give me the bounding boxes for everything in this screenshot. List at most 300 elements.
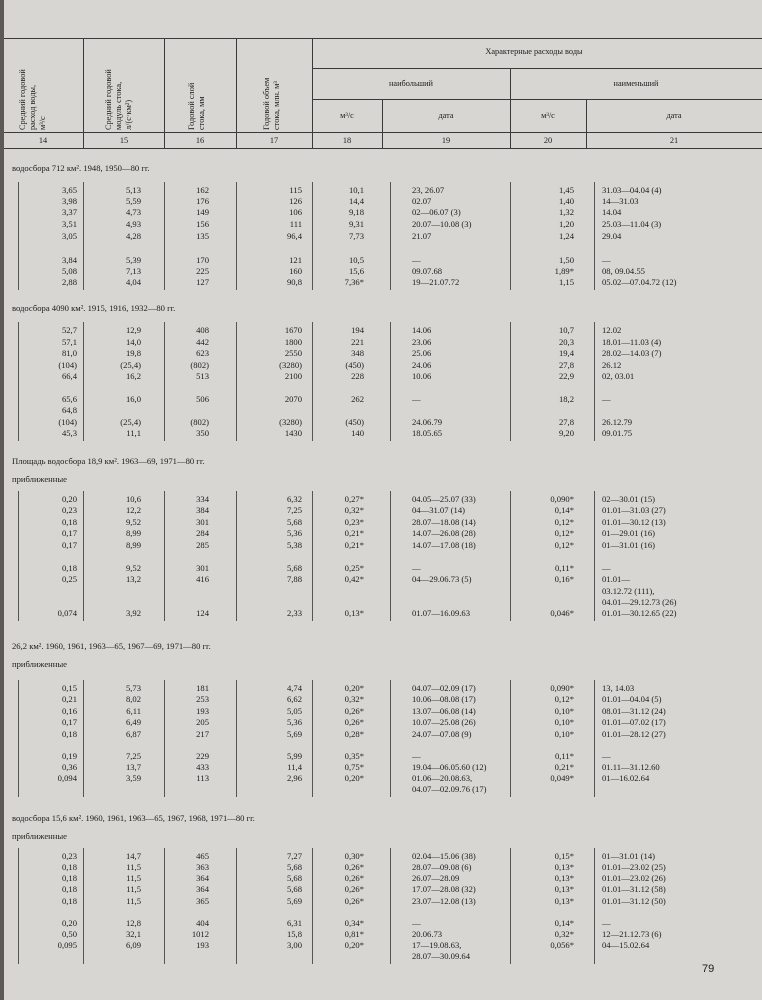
- cell-max-date: 10.06—08.08 (17): [412, 694, 476, 704]
- cell-min-date: —: [602, 563, 611, 573]
- max-m3s-header: м³/с: [340, 111, 354, 120]
- column-divider: [312, 322, 313, 441]
- cell-modulus: (25,4): [120, 417, 141, 427]
- cell-flow: 66,4: [61, 371, 77, 381]
- cell-max-flow: 0,28*: [344, 729, 364, 739]
- col17-header: Годовой объем стока, млн. м³: [262, 77, 281, 130]
- header-divider-2: [164, 38, 165, 148]
- cell-modulus: [86, 406, 141, 417]
- cell-modulus: 3,59: [125, 773, 141, 783]
- page-number: 79: [702, 963, 715, 975]
- column-divider: [594, 491, 595, 621]
- cell-min-date: 18.01—11.03 (4): [602, 337, 662, 347]
- cell-min-flow: 0,12*: [554, 528, 574, 538]
- cell-max-date: 23.06: [412, 337, 432, 347]
- cell-max-flow: 7,36*: [344, 277, 364, 287]
- cell-min-flow: 27,8: [558, 360, 574, 370]
- column-divider: [312, 680, 313, 797]
- column-divider: [312, 491, 313, 621]
- cell-volume: 5,69: [286, 729, 302, 739]
- col-number-18: 18: [342, 136, 352, 145]
- cell-volume: 96,4: [286, 231, 302, 241]
- cell-layer: 301: [196, 517, 209, 527]
- cell-max-flow: 194: [351, 325, 364, 335]
- cell-min-flow: 1,45: [558, 185, 574, 195]
- cell-layer: 513: [196, 371, 209, 381]
- cell-volume: 5,69: [286, 896, 302, 906]
- cell-volume: 1430: [284, 428, 302, 438]
- cell-modulus: 4,28: [125, 231, 141, 241]
- cell-volume: 7,88: [286, 574, 302, 584]
- cell-layer: 124: [196, 608, 209, 618]
- cell-max-flow: 0,26*: [344, 884, 364, 894]
- cell-modulus: 11,5: [126, 873, 141, 883]
- cell-min-flow: 0,13*: [554, 862, 574, 872]
- section-title: водосбора 15,6 км². 1960, 1961, 1963—65, 1967, 1968, 1971—80 гг.: [12, 813, 255, 823]
- cell-max-date: 14.06: [412, 325, 432, 335]
- cell-min-date: 25.03—11.04 (3): [602, 219, 662, 229]
- cell-modulus: 11,5: [126, 896, 141, 906]
- cell-min-flow: 0,046*: [550, 608, 574, 618]
- col-number-14: 14: [38, 136, 48, 145]
- cell-max-flow: 0,34*: [344, 918, 364, 928]
- cell-min-date: 01.01—04.04 (5): [602, 694, 662, 704]
- cell-layer: 193: [196, 706, 209, 716]
- cell-volume: 1800: [284, 337, 302, 347]
- cell-max-flow: 140: [351, 428, 364, 438]
- cell-min-flow: 0,14*: [554, 505, 574, 515]
- cell-modulus: 11,1: [126, 428, 141, 438]
- cell-max-flow: 0,20*: [344, 773, 364, 783]
- cell-max-date: —: [412, 255, 421, 265]
- column-divider: [164, 848, 165, 964]
- cell-max-date: 23, 26.07: [412, 185, 445, 195]
- cell-min-date: 26.12.79: [602, 417, 633, 427]
- cell-modulus: 4,73: [125, 207, 141, 217]
- cell-volume: 106: [289, 207, 302, 217]
- column-divider: [594, 848, 595, 964]
- cell-min-flow: [518, 587, 574, 598]
- header-sub-rule-1: [312, 68, 762, 69]
- cell-layer: 135: [196, 231, 209, 241]
- cell-flow: 45,3: [61, 428, 77, 438]
- cell-flow: 0,18: [61, 563, 77, 573]
- header-bottom-rule: [4, 148, 762, 149]
- col-number-15: 15: [119, 136, 129, 145]
- cell-max-date: —: [412, 394, 421, 404]
- cell-layer: 350: [196, 428, 209, 438]
- col14-header: Средний годовой расход воды, м³/с: [18, 69, 47, 130]
- cell-modulus: 14,7: [125, 851, 141, 861]
- cell-min-flow: 0,090*: [550, 494, 574, 504]
- cell-flow: 0,095: [57, 940, 77, 950]
- cell-min-flow: 0,13*: [554, 884, 574, 894]
- cell-flow: 0,23: [61, 505, 77, 515]
- cell-max-flow: 0,20*: [344, 940, 364, 950]
- header-divider-4: [312, 38, 313, 148]
- cell-max-flow: 0,21*: [344, 540, 364, 550]
- cell-volume: 2070: [284, 394, 302, 404]
- cell-layer: 170: [196, 255, 209, 265]
- cell-max-date: 09.07.68: [412, 266, 443, 276]
- cell-volume: [244, 952, 302, 963]
- cell-max-flow: 10,5: [348, 255, 364, 265]
- cell-modulus: [86, 587, 141, 598]
- cell-min-flow: 0,13*: [554, 873, 574, 883]
- cell-max-flow: 7,73: [348, 231, 364, 241]
- col15-header: Средний годовой модуль стока, л/(с·км²): [104, 69, 133, 130]
- cell-max-flow: 0,26*: [344, 862, 364, 872]
- cell-modulus: 4,04: [125, 277, 141, 287]
- cell-max-flow: 0,27*: [344, 494, 364, 504]
- cell-modulus: 6,49: [125, 717, 141, 727]
- col16-header: Годовой слой стока, мм: [187, 82, 206, 130]
- cell-volume: 5,68: [286, 862, 302, 872]
- cell-max-flow: 0,81*: [344, 929, 364, 939]
- cell-min-date: 01—29.01 (16): [602, 528, 655, 538]
- cell-max-flow: 0,32*: [344, 505, 364, 515]
- cell-volume: (3280): [279, 360, 302, 370]
- cell-flow: 3,84: [61, 255, 77, 265]
- cell-max-flow: 9,18: [348, 207, 364, 217]
- cell-min-flow: 1,32: [558, 207, 574, 217]
- cell-max-date: 25.06: [412, 348, 432, 358]
- cell-flow: 0,18: [61, 729, 77, 739]
- cell-layer: (802): [190, 417, 209, 427]
- cell-min-date: [602, 952, 752, 963]
- cell-min-date: 05.02—07.04.72 (12): [602, 277, 677, 287]
- cell-volume: 126: [289, 196, 302, 206]
- cell-max-flow: 14,4: [348, 196, 364, 206]
- col-number-17: 17: [269, 136, 279, 145]
- cell-min-flow: 0,049*: [550, 773, 574, 783]
- min-m3s-header: м³/с: [541, 111, 555, 120]
- cell-flow: (104): [58, 360, 77, 370]
- cell-layer: 113: [196, 773, 209, 783]
- cell-max-flow: 0,26*: [344, 896, 364, 906]
- cell-modulus: 8,99: [125, 540, 141, 550]
- cell-max-date: —: [412, 918, 421, 928]
- cell-max-date: 19.04—06.05.60 (12): [412, 762, 487, 772]
- cell-volume: 5,36: [286, 717, 302, 727]
- cell-min-date: 08.01—31.12 (24): [602, 706, 666, 716]
- cell-layer: 1012: [191, 929, 209, 939]
- cell-max-date: 24.06: [412, 360, 432, 370]
- cell-min-flow: 0,12*: [554, 540, 574, 550]
- cell-min-date: 01.01—30.12.65 (22): [602, 608, 677, 618]
- cell-layer: 205: [196, 717, 209, 727]
- cell-max-date: 04—29.06.73 (5): [412, 574, 472, 584]
- column-divider: [164, 491, 165, 621]
- cell-max-flow: 0,26*: [344, 873, 364, 883]
- section-title: 26,2 км². 1960, 1961, 1963—65, 1967—69, 1971—80 гг.: [12, 641, 211, 651]
- cell-volume: 7,27: [286, 851, 302, 861]
- cell-min-date: —: [602, 918, 611, 928]
- cell-flow: 52,7: [61, 325, 77, 335]
- cell-min-date: 01.01—: [602, 574, 630, 584]
- column-divider: [390, 848, 391, 964]
- cell-volume: 5,38: [286, 540, 302, 550]
- header-divider-3: [236, 38, 237, 148]
- section-title: водосбора 712 км². 1948, 1950—80 гг.: [12, 163, 150, 173]
- column-divider: [83, 491, 84, 621]
- cell-min-date: —: [602, 751, 611, 761]
- cell-flow: 3,51: [61, 219, 77, 229]
- column-divider: [18, 680, 19, 797]
- cell-layer: 162: [196, 185, 209, 195]
- cell-layer: 193: [196, 940, 209, 950]
- cell-min-flow: 0,16*: [554, 574, 574, 584]
- cell-volume: 3,00: [286, 940, 302, 950]
- cell-max-date: 28.07—09.08 (6): [412, 862, 472, 872]
- cell-modulus: 5,73: [125, 683, 141, 693]
- cell-layer: 156: [196, 219, 209, 229]
- cell-layer: 181: [196, 683, 209, 693]
- cell-min-date: 01.01—31.12 (50): [602, 896, 666, 906]
- cell-volume: 6,32: [286, 494, 302, 504]
- column-divider: [83, 182, 84, 290]
- cell-volume: 4,74: [286, 683, 302, 693]
- cell-min-date: 01.11—31.12.60: [602, 762, 660, 772]
- cell-min-flow: 0,12*: [554, 517, 574, 527]
- cell-min-date: [602, 785, 752, 796]
- cell-flow: 0,16: [61, 706, 77, 716]
- cell-max-flow: 0,13*: [344, 608, 364, 618]
- cell-min-date: 04—15.02.64: [602, 940, 650, 950]
- cell-modulus: 13,2: [125, 574, 141, 584]
- cell-min-flow: 1,20: [558, 219, 574, 229]
- cell-min-date: 26.12: [602, 360, 622, 370]
- column-divider: [18, 182, 19, 290]
- cell-max-date: 21.07: [412, 231, 432, 241]
- cell-modulus: 8,02: [125, 694, 141, 704]
- cell-modulus: 12,9: [125, 325, 141, 335]
- cell-min-flow: 0,15*: [554, 851, 574, 861]
- cell-layer: 301: [196, 563, 209, 573]
- cell-max-date: 20.06.73: [412, 929, 443, 939]
- max-date-header: дата: [438, 111, 454, 120]
- cell-min-date: —: [602, 255, 611, 265]
- column-divider: [594, 322, 595, 441]
- cell-min-date: 28.02—14.03 (7): [602, 348, 662, 358]
- cell-max-flow: 0,21*: [344, 528, 364, 538]
- col-number-20: 20: [543, 136, 553, 145]
- column-divider: [390, 322, 391, 441]
- cell-max-flow: 0,32*: [344, 694, 364, 704]
- cell-max-date: 17—19.08.63,: [412, 940, 462, 950]
- cell-volume: 90,8: [286, 277, 302, 287]
- cell-max-date: 10.07—25.08 (26): [412, 717, 476, 727]
- section-title: Площадь водосбора 18,9 км². 1963—69, 1971—80 гг.: [12, 456, 205, 466]
- cell-max-flow: [316, 406, 364, 417]
- cell-layer: 149: [196, 207, 209, 217]
- cell-min-date: 02, 03.01: [602, 371, 635, 381]
- cell-min-date: 01.01—28.12 (27): [602, 729, 666, 739]
- cell-volume: 6,31: [286, 918, 302, 928]
- column-divider: [236, 491, 237, 621]
- cell-flow: 3,65: [61, 185, 77, 195]
- cell-max-flow: 9,31: [348, 219, 364, 229]
- cell-min-flow: 27,8: [558, 417, 574, 427]
- cell-min-flow: 0,10*: [554, 717, 574, 727]
- cell-min-flow: 9,20: [558, 428, 574, 438]
- column-divider: [390, 491, 391, 621]
- cell-flow: 0,15: [61, 683, 77, 693]
- cell-min-flow: 0,10*: [554, 706, 574, 716]
- cell-max-date: 20.07—10.08 (3): [412, 219, 472, 229]
- cell-layer: 433: [196, 762, 209, 772]
- cell-max-date: 04.07—02.09 (17): [412, 683, 476, 693]
- cell-modulus: 8,99: [125, 528, 141, 538]
- book-page: [4, 0, 762, 1000]
- header-top-rule: [4, 38, 762, 39]
- cell-max-flow: 348: [351, 348, 364, 358]
- cell-modulus: 5,39: [125, 255, 141, 265]
- cell-flow: [22, 587, 77, 598]
- cell-layer: [169, 952, 209, 963]
- cell-min-date: 12.02: [602, 325, 622, 335]
- cell-min-flow: 19,4: [558, 348, 574, 358]
- cell-max-flow: (450): [345, 417, 364, 427]
- cell-max-date: 02.07: [412, 196, 432, 206]
- cell-flow: 2,88: [61, 277, 77, 287]
- column-divider: [164, 680, 165, 797]
- cell-layer: 363: [196, 862, 209, 872]
- cell-min-date: 01.01—31.03 (27): [602, 505, 666, 515]
- col-number-19: 19: [441, 136, 451, 145]
- cell-modulus: 9,52: [125, 517, 141, 527]
- cell-min-flow: 0,056*: [550, 940, 574, 950]
- cell-min-flow: 0,21*: [554, 762, 574, 772]
- cell-volume: 5,68: [286, 873, 302, 883]
- max-header: наибольший: [388, 79, 434, 88]
- cell-max-flow: 0,20*: [344, 683, 364, 693]
- cell-min-date: 01—31.01 (14): [602, 851, 655, 861]
- cell-max-date: 01.07—16.09.63: [412, 608, 471, 618]
- cell-max-flow: 262: [351, 394, 364, 404]
- cell-modulus: 6,09: [125, 940, 141, 950]
- column-divider: [236, 182, 237, 290]
- cell-min-flow: 1,89*: [554, 266, 574, 276]
- column-divider: [236, 848, 237, 964]
- cell-max-flow: [316, 952, 364, 963]
- cell-volume: [244, 587, 302, 598]
- header-divider-6: [382, 99, 383, 148]
- cell-min-date: 01.01—31.12 (58): [602, 884, 666, 894]
- cell-layer: 364: [196, 873, 209, 883]
- cell-flow: 3,98: [61, 196, 77, 206]
- cell-modulus: 16,0: [125, 394, 141, 404]
- cell-flow: 0,17: [61, 540, 77, 550]
- cell-max-date: 04—31.07 (14): [412, 505, 465, 515]
- cell-min-date: 04.01—29.12.73 (26): [602, 597, 677, 607]
- cell-min-flow: [518, 785, 574, 796]
- column-divider: [312, 848, 313, 964]
- column-divider: [83, 680, 84, 797]
- cell-max-flow: 0,75*: [344, 762, 364, 772]
- cell-min-flow: 0,11*: [554, 563, 574, 573]
- cell-min-flow: 1,15: [558, 277, 574, 287]
- cell-layer: 176: [196, 196, 209, 206]
- cell-max-date: 10.06: [412, 371, 432, 381]
- cell-min-flow: 0,13*: [554, 896, 574, 906]
- cell-layer: 506: [196, 394, 209, 404]
- cell-volume: 115: [289, 185, 302, 195]
- cell-modulus: 16,2: [125, 371, 141, 381]
- cell-min-flow: 10,7: [558, 325, 574, 335]
- cell-max-flow: 221: [351, 337, 364, 347]
- cell-max-flow: 228: [351, 371, 364, 381]
- cell-layer: 404: [196, 918, 209, 928]
- column-divider: [83, 322, 84, 441]
- cell-flow: 64,8: [61, 405, 77, 415]
- cell-min-flow: 18,2: [558, 394, 574, 404]
- cell-flow: 0,18: [61, 517, 77, 527]
- cell-flow: 0,18: [61, 884, 77, 894]
- cell-min-date: 14—31.03: [602, 196, 639, 206]
- header-sub-rule-2: [312, 99, 762, 100]
- header-divider-7: [586, 99, 587, 148]
- cell-layer: 225: [196, 266, 209, 276]
- cell-modulus: 10,6: [125, 494, 141, 504]
- cell-modulus: 11,5: [126, 862, 141, 872]
- cell-flow: 0,17: [61, 717, 77, 727]
- cell-max-date: 02—06.07 (3): [412, 207, 461, 217]
- cell-flow: 81,0: [61, 348, 77, 358]
- cell-max-date: 14.07—26.08 (28): [412, 528, 476, 538]
- cell-min-flow: [518, 406, 574, 417]
- cell-layer: [169, 406, 209, 417]
- min-date-header: дата: [666, 111, 682, 120]
- cell-flow: [22, 952, 77, 963]
- cell-max-date: 04.05—25.07 (33): [412, 494, 476, 504]
- cell-min-date: 01.01—07.02 (17): [602, 717, 666, 727]
- cell-flow: 0,094: [57, 773, 77, 783]
- min-header: наименьший: [613, 79, 659, 88]
- cell-layer: 334: [196, 494, 209, 504]
- cell-max-date: 26.07—28.09: [412, 873, 460, 883]
- cell-layer: 127: [196, 277, 209, 287]
- column-divider: [236, 680, 237, 797]
- cell-layer: 408: [196, 325, 209, 335]
- column-divider: [312, 182, 313, 290]
- cell-volume: 2100: [284, 371, 302, 381]
- cell-min-flow: [518, 952, 574, 963]
- cell-volume: 7,25: [286, 505, 302, 515]
- column-divider: [18, 322, 19, 441]
- cell-volume: 5,68: [286, 563, 302, 573]
- cell-min-date: 31.03—04.04 (4): [602, 185, 662, 195]
- section-subtitle: приближенные: [12, 831, 67, 841]
- cell-flow: 3,05: [61, 231, 77, 241]
- cell-flow: 65,6: [61, 394, 77, 404]
- cell-layer: 465: [196, 851, 209, 861]
- cell-max-date: 13.07—06.08 (14): [412, 706, 476, 716]
- cell-flow: 0,23: [61, 851, 77, 861]
- cell-flow: 57,1: [61, 337, 77, 347]
- column-divider: [390, 680, 391, 797]
- cell-min-date: 14.04: [602, 207, 622, 217]
- cell-min-date: —: [602, 394, 611, 404]
- cell-max-date: 02.04—15.06 (38): [412, 851, 476, 861]
- cell-min-flow: 0,10*: [554, 729, 574, 739]
- cell-layer: 284: [196, 528, 209, 538]
- cell-modulus: 19,8: [125, 348, 141, 358]
- cell-min-date: [602, 406, 752, 417]
- cell-min-flow: 1,50: [558, 255, 574, 265]
- cell-max-flow: 0,23*: [344, 517, 364, 527]
- cell-flow: 0,36: [61, 762, 77, 772]
